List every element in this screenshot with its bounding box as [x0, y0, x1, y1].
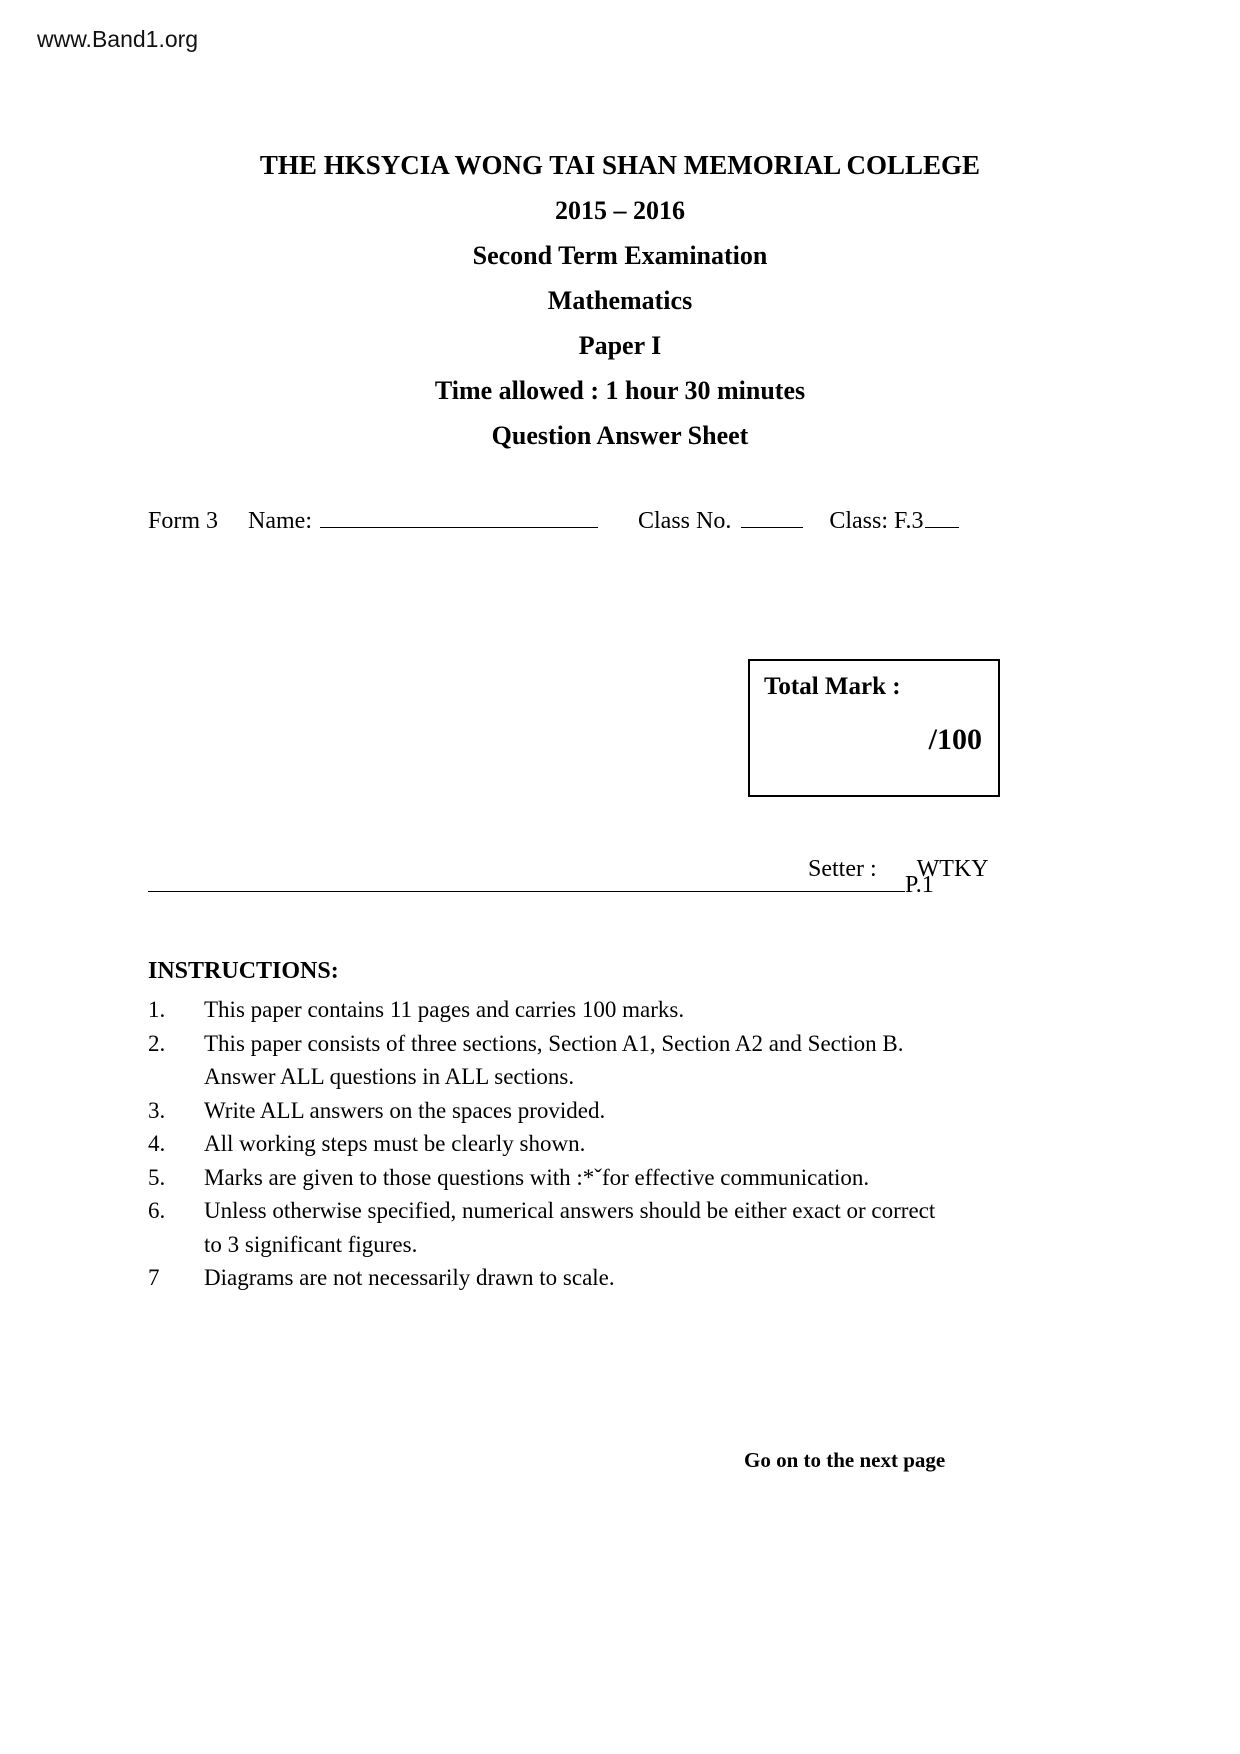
instruction-text: Answer ALL questions in ALL sections. [204, 1064, 575, 1089]
instruction-text: Diagrams are not necessarily drawn to scale. [204, 1265, 615, 1290]
instruction-item [148, 1027, 988, 1094]
school-name: THE HKSYCIA WONG TAI SHAN MEMORIAL COLLEGE [259, 150, 981, 180]
instruction-item [148, 1094, 988, 1128]
instructions-title: INSTRUCTIONS: [148, 958, 339, 984]
instruction-item [148, 1261, 988, 1295]
instruction-number: 5. [148, 1164, 166, 1190]
total-mark-box [748, 659, 1000, 797]
exam-year: 2015 – 2016 [555, 196, 685, 225]
instruction-text: This paper consists of three sections, Section A1, Section A2 and Section B. [204, 1030, 904, 1056]
total-mark-label: Total Mark : [764, 673, 901, 700]
instruction-text: to 3 significant figures. [204, 1231, 418, 1257]
instruction-text: Marks are given to those questions with :*ˇfor effective communication. [204, 1164, 870, 1190]
exam-name: Second Term Examination [472, 241, 768, 270]
instruction-item [148, 1161, 988, 1195]
class-label: Class: F.3 [829, 508, 924, 534]
setter-value: WTKY [916, 856, 989, 882]
instruction-text: Write ALL answers on the spaces provided. [204, 1097, 606, 1123]
watermark: www.Band1.org [37, 26, 199, 52]
page-number-line [148, 872, 934, 899]
total-mark-value: /100 [928, 723, 982, 756]
instruction-text: This paper contains 11 pages and carries 100 marks. [204, 997, 685, 1022]
form-label: Form 3 [148, 508, 219, 534]
instruction-text: Unless otherwise specified, numerical answers should be either exact or correct [204, 1198, 936, 1223]
instruction-number: 4. [148, 1131, 166, 1156]
class-field [925, 508, 959, 528]
sheet-title: Question Answer Sheet [491, 421, 749, 450]
instruction-text: All working steps must be clearly shown. [204, 1131, 586, 1156]
page-number: P.1 [905, 872, 934, 898]
setter-label: Setter : [808, 856, 877, 882]
instruction-number: 3. [148, 1097, 166, 1123]
class-no-field [741, 508, 803, 528]
title-block [0, 143, 1240, 458]
student-info-line [148, 508, 959, 535]
instruction-number: 2. [148, 1030, 166, 1056]
instructions-section [148, 958, 988, 1295]
horizontal-rule [148, 872, 905, 892]
class-no-label: Class No. [638, 508, 732, 534]
name-field [320, 508, 598, 528]
instruction-item [148, 1194, 988, 1261]
paper-number: Paper I [578, 331, 662, 360]
instruction-number: 6. [148, 1198, 166, 1223]
subject-name: Mathematics [547, 286, 693, 315]
footer-note: Go on to the next page [744, 1448, 946, 1472]
instruction-item [148, 1127, 988, 1161]
instruction-item [148, 993, 988, 1027]
time-allowed: Time allowed : 1 hour 30 minutes [434, 376, 806, 405]
instruction-number: 7 [148, 1265, 160, 1290]
name-label: Name: [248, 508, 312, 534]
instruction-number: 1. [148, 997, 166, 1022]
